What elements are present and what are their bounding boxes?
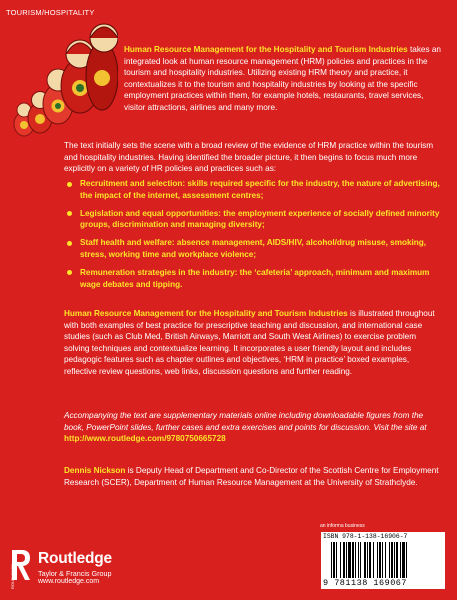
informa-imprint: an informa business (320, 523, 365, 529)
barcode-bar (358, 542, 359, 578)
barcode-bar (352, 542, 354, 578)
routledge-vertical-text: ROUTLEDGE (10, 564, 15, 589)
barcode-bar (331, 542, 332, 578)
barcode-bar (400, 542, 401, 578)
list-item-text: Remuneration strategies in the industry: the ‘cafeteria’ approach, minimum and maximum wage debates and tipping. (80, 267, 430, 289)
barcode-bar (379, 542, 381, 578)
bullet-dot (67, 211, 72, 216)
author-name: Dennis Nickson (64, 466, 126, 475)
bullet-dot (67, 241, 72, 246)
nesting-dolls-image (0, 18, 118, 138)
isbn-label: ISBN 978-1-138-16906-7 (323, 533, 408, 540)
barcode-bar (385, 542, 386, 578)
intro-paragraph (124, 44, 442, 114)
isbn-digits: 9 781138 169067 (323, 578, 408, 588)
publisher-logo (10, 546, 170, 594)
publisher-url[interactable]: www.routledge.com (38, 578, 100, 585)
intro-book-title: Human Resource Management for the Hospitality and Tourism Industries (124, 45, 408, 54)
barcode-bar (396, 542, 398, 578)
features-text: is illustrated throughout with both examples of best practice for prescriptive teaching and discussion, and international case studies (such as Club Med, British Airways, Marriott and South West Airlines) to exercise problem solving techniques and contextualize learning. It incorporates a user friendly layout and includes pedagogic features such as chapter outlines and objectives, ‘HRM in practice’ boxed examples, reflective review questions, web links, discussion questions and further reading. (64, 309, 435, 376)
list-item (64, 267, 442, 291)
list-item-text: Recruitment and selection: skills required specific for the industry, the nature of advertising, the impact of the internet, assessment centres; (80, 179, 440, 200)
barcode-bar (377, 542, 378, 578)
barcode-bar (346, 542, 347, 578)
barcode-bar (348, 542, 351, 578)
routledge-r-icon (10, 546, 32, 590)
barcode-bar (367, 542, 368, 578)
list-item-text: Legislation and equal opportunities: the employment experience of socially defined minority groups, discrimination and managing diversity; (80, 208, 440, 230)
overview-paragraph: The text initially sets the scene with a broad review of the evidence of HRM practice within the tourism and hospitality industries. Having identified the broader picture, it then begins to focus much more explicitly on a variety of HR policies and practices such as: (64, 141, 434, 174)
barcode-bar (336, 542, 337, 578)
barcode-bar (360, 542, 361, 578)
barcode-bar (364, 542, 366, 578)
barcode-bar (369, 542, 371, 578)
publisher-name: Routledge (38, 550, 112, 567)
barcode-bar (402, 542, 405, 578)
features-paragraph (64, 308, 442, 378)
supplementary-paragraph (64, 410, 442, 445)
barcode-bar (340, 542, 341, 578)
barcode-bar (333, 542, 335, 578)
intro-text: takes an integrated look at human resource management (HRM) policies and practices in the tourism and hospitality industries. Utilizing existing HRM theory and practice, it contextualizes it to the tourism and hospitality industries by looking at the specific employment practices within them, for example hotels, restaurants, travel services, visitor attractions, airlines and many more. (124, 45, 441, 112)
barcode-bar (394, 542, 395, 578)
supplementary-text: Accompanying the text are supplementary materials online including downloadable figures from the book, PowerPoint slides, further cases and extra exercises and points for discussion. Visit the site at (64, 411, 427, 432)
doll-largest (86, 24, 118, 110)
barcode-bar (373, 542, 374, 578)
barcode-bar (406, 542, 407, 578)
author-text: is Deputy Head of Department and Co-Director of the Scottish Centre for Employment Research (SCER), Department of Human Resource Management at the University of Strathclyde. (64, 466, 439, 487)
bullet-dot (67, 182, 72, 187)
list-item-text: Staff health and welfare: absence management, AIDS/HIV, alcohol/drug misuse, smoking, stress, working time and workplace violence; (80, 238, 427, 259)
barcode-bar (389, 542, 390, 578)
barcode-bar (355, 542, 356, 578)
bullet-dot (67, 270, 72, 275)
publisher-group: Taylor & Francis Group (38, 569, 112, 578)
companion-website-link[interactable]: http://www.routledge.com/9780750665728 (64, 434, 226, 444)
list-item (64, 208, 442, 232)
topics-list (64, 178, 442, 296)
barcode-bar (382, 542, 383, 578)
category-label: TOURISM/HOSPITALITY (6, 8, 95, 17)
barcode-bars (331, 542, 439, 578)
barcode-bar (391, 542, 393, 578)
barcode-bar (343, 542, 345, 578)
list-item (64, 178, 442, 202)
features-book-title: Human Resource Management for the Hospitality and Tourism Industries (64, 309, 348, 318)
list-item (64, 237, 442, 261)
author-bio (64, 465, 442, 488)
isbn-barcode (321, 532, 445, 589)
